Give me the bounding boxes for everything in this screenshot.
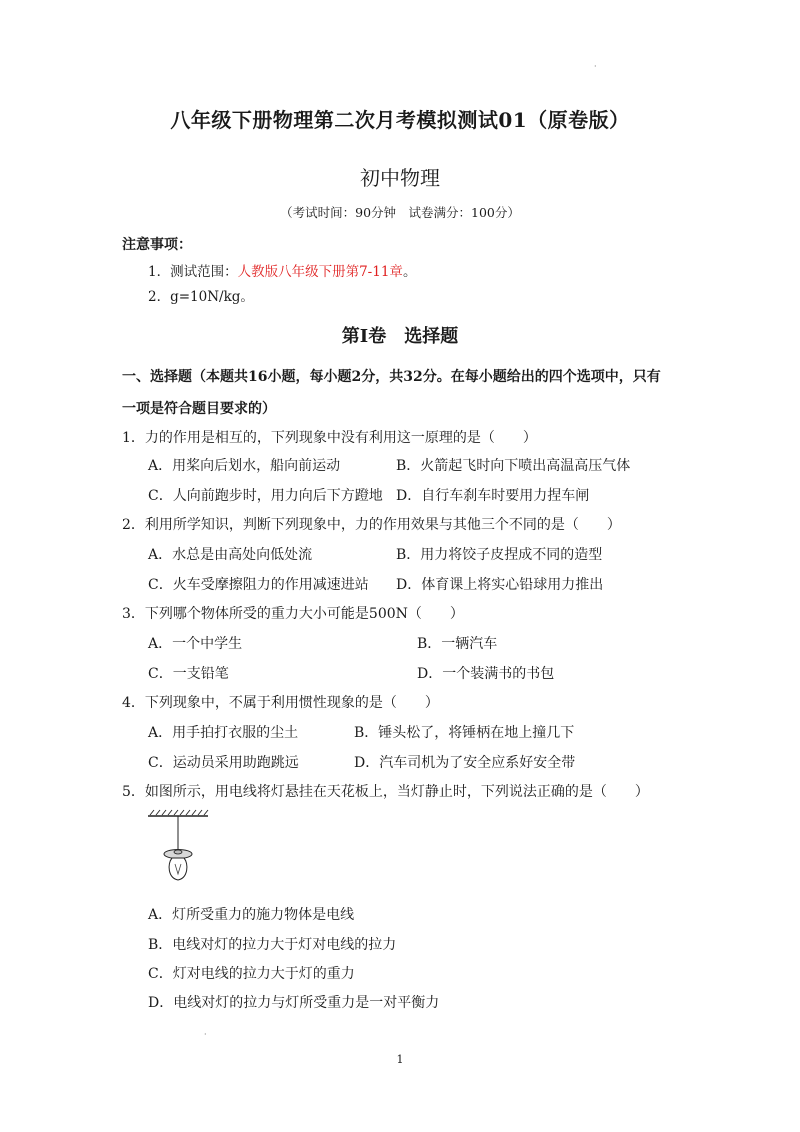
notice-item-1: [148, 260, 416, 280]
notice-item-1-prefix: 1．测试范围：: [148, 264, 238, 280]
ceiling-hatch: [148, 810, 208, 816]
question-2-option-c: C．火车受摩擦阻力的作用减速进站: [148, 577, 369, 593]
exam-meta: （考试时间：90分钟 试卷满分：100分）: [280, 205, 520, 220]
question-1-option-d: D．自行车刹车时要用力捏车闸: [396, 488, 590, 504]
question-2-option-d: D．体育课上将实心铅球用力推出: [396, 577, 604, 593]
question-3-option-b: B．一辆汽车: [417, 636, 498, 652]
question-5-option-b: B．电线对灯的拉力大于灯对电线的拉力: [148, 937, 397, 953]
question-4-option-c: C．运动员采用助跑跳远: [148, 755, 299, 771]
notice-item-1-suffix: 。: [402, 264, 417, 280]
question-5-option-a: A．灯所受重力的施力物体是电线: [148, 907, 355, 923]
notice-heading: 注意事项：: [122, 237, 192, 253]
question-4-option-d: D．汽车司机为了安全应系好安全带: [354, 755, 576, 771]
header-mark: ·: [594, 62, 597, 71]
question-5-option-d: D．电线对灯的拉力与灯所受重力是一对平衡力: [148, 995, 440, 1011]
question-2-option-a: A．水总是由高处向低处流: [148, 547, 313, 563]
footer-mark: ·: [204, 1030, 207, 1039]
question-4-stem: 4．下列现象中，不属于利用惯性现象的是（ ）: [122, 695, 439, 711]
question-2-option-b: B．用力将饺子皮捏成不同的造型: [396, 547, 603, 563]
question-5-stem: 5．如图所示，用电线将灯悬挂在天花板上，当灯静止时，下列说法正确的是（ ）: [122, 784, 649, 800]
light-bulb: [169, 858, 187, 880]
question-1-stem: 1．力的作用是相互的，下列现象中没有利用这一原理的是（ ）: [122, 430, 537, 446]
lamp-socket: [174, 850, 182, 854]
question-1-option-b: B．火箭起飞时向下喷出高温高压气体: [396, 458, 631, 474]
question-3-option-d: D．一个装满书的书包: [417, 666, 555, 682]
question-1-option-a: A．用桨向后划水，船向前运动: [148, 458, 341, 474]
part-intro-line-1: 一、选择题（本题共16小题，每小题2分，共32分。在每小题给出的四个选项中，只有: [122, 369, 661, 385]
question-4-option-b: B．锤头松了，将锤柄在地上撞几下: [354, 725, 575, 741]
question-1-option-c: C．人向前跑步时，用力向后下方蹬地: [148, 488, 383, 504]
hanging-lamp-figure: [146, 808, 216, 890]
question-2-stem: 2．利用所学知识，判断下列现象中，力的作用效果与其他三个不同的是（ ）: [122, 517, 621, 533]
section-title: 第Ⅰ卷 选择题: [341, 326, 459, 347]
page-subtitle: 初中物理: [360, 166, 440, 190]
notice-item-1-highlight: 人教版八年级下册第7-11章: [237, 264, 403, 280]
question-3-option-c: C．一支铅笔: [148, 666, 229, 682]
notice-item-2: 2．g=10N/kg。: [148, 289, 254, 305]
question-4-option-a: A．用手拍打衣服的尘土: [148, 725, 299, 741]
page-title: 八年级下册物理第二次月考模拟测试01（原卷版）: [170, 108, 630, 132]
question-3-option-a: A．一个中学生: [148, 636, 243, 652]
question-5-option-c: C．灯对电线的拉力大于灯的重力: [148, 966, 355, 982]
part-intro-line-2: 一项是符合题目要求的）: [122, 401, 276, 417]
page-number: 1: [396, 1053, 404, 1066]
question-3-stem: 3．下列哪个物体所受的重力大小可能是500N（ ）: [122, 606, 464, 622]
